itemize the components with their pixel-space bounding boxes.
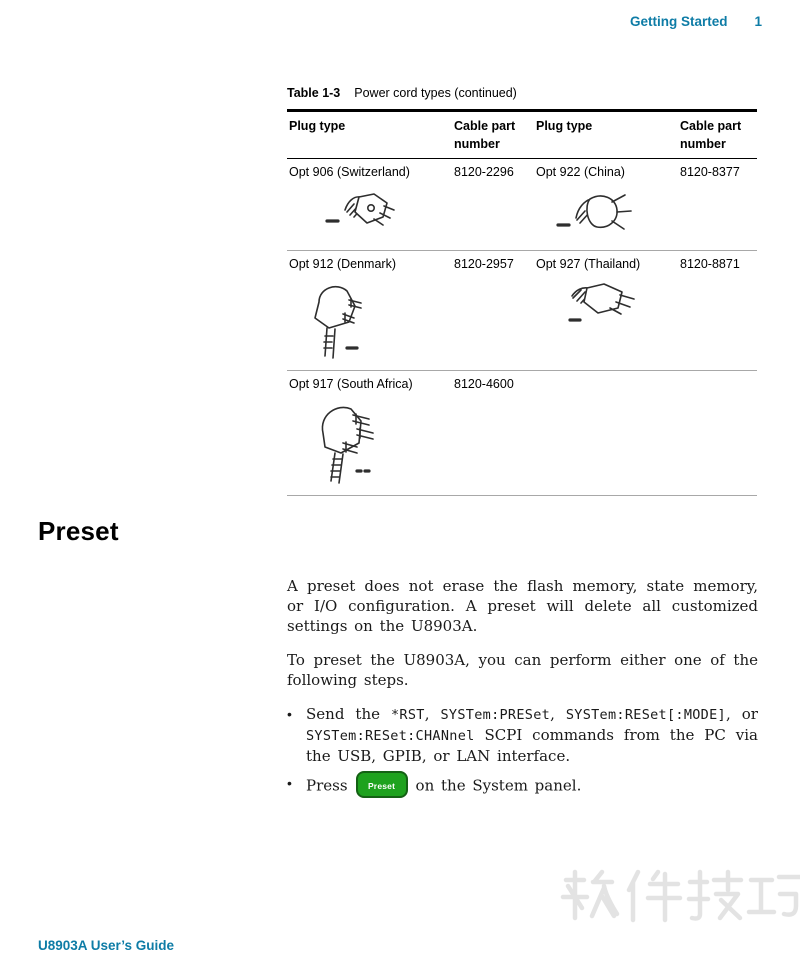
plug-type-cell bbox=[287, 256, 452, 364]
text-segment: Press bbox=[306, 776, 348, 795]
cable-part-cell: 8120-2957 bbox=[454, 257, 514, 271]
south-africa-plug-image bbox=[309, 399, 452, 489]
preset-key-label: Preset bbox=[367, 781, 396, 791]
page-number: 1 bbox=[754, 14, 762, 29]
list-item bbox=[287, 773, 758, 800]
paragraph: A preset does not erase the flash memory, state memory, or I/O configuration. A preset will delete all customized settings on the U8903A. bbox=[287, 577, 758, 635]
plug-type-label: Opt 912 (Denmark) bbox=[289, 257, 396, 271]
bullet-marker: • bbox=[287, 706, 292, 722]
cable-part-cell: 8120-8377 bbox=[680, 165, 740, 179]
text-segment: , bbox=[550, 705, 566, 723]
column-header-plug-type-2: Plug type bbox=[536, 119, 593, 133]
scpi-command: *RST bbox=[391, 707, 425, 723]
table-caption bbox=[287, 86, 517, 100]
text-segment: SCPI commands from the PC via the USB, GPIB, or LAN interface. bbox=[306, 726, 758, 765]
plug-type-cell bbox=[534, 164, 678, 244]
running-header bbox=[630, 14, 762, 29]
watermark-glyphs bbox=[560, 864, 800, 934]
chapter-title: Getting Started bbox=[629, 14, 728, 29]
text-segment: on the System panel. bbox=[415, 776, 582, 795]
table-row bbox=[287, 159, 757, 251]
table-header-row bbox=[287, 109, 757, 159]
bullet-list bbox=[287, 704, 758, 800]
cable-part-cell bbox=[678, 376, 757, 488]
bullet-text bbox=[306, 773, 758, 800]
plug-type-label: Opt 927 (Thailand) bbox=[536, 257, 641, 271]
china-plug-image bbox=[554, 186, 678, 242]
section-body bbox=[287, 576, 758, 807]
text-segment: Send the bbox=[306, 705, 391, 723]
table-row bbox=[287, 251, 757, 371]
plug-type-label: Opt 906 (Switzerland) bbox=[289, 165, 410, 179]
section-title: Preset bbox=[38, 516, 119, 546]
preset-key-image bbox=[356, 771, 408, 798]
plug-type-label: Opt 917 (South Africa) bbox=[289, 377, 413, 392]
table-caption-label: Table 1-3 bbox=[287, 86, 341, 100]
paragraph: To preset the U8903A, you can perform either one of the following steps. bbox=[287, 651, 758, 689]
plug-type-cell bbox=[287, 376, 452, 488]
table-caption-text: Power cord types (continued) bbox=[354, 86, 517, 100]
column-header-cable-part-2: Cable part number bbox=[680, 119, 742, 151]
column-header-plug-type-1: Plug type bbox=[289, 119, 346, 133]
switzerland-plug-image bbox=[321, 186, 452, 238]
text-segment: , or bbox=[725, 705, 758, 723]
footer-document-title: U8903A User’s Guide bbox=[38, 938, 175, 953]
bullet-text bbox=[306, 704, 758, 766]
column-header-cable-part-1: Cable part number bbox=[454, 119, 516, 151]
plug-type-cell bbox=[534, 256, 678, 364]
denmark-plug-image bbox=[303, 278, 452, 364]
power-cord-table bbox=[287, 109, 757, 496]
plug-type-cell bbox=[534, 376, 678, 488]
bullet-marker: • bbox=[287, 775, 292, 791]
scpi-command: SYSTem:PRESet bbox=[440, 707, 551, 723]
plug-type-label: Opt 922 (China) bbox=[536, 165, 625, 179]
plug-type-cell bbox=[287, 164, 452, 244]
list-item bbox=[287, 704, 758, 766]
table-row bbox=[287, 371, 757, 495]
thailand-plug-image bbox=[560, 278, 678, 332]
cable-part-cell: 8120-4600 bbox=[454, 377, 514, 392]
watermark bbox=[560, 864, 800, 939]
scpi-command: SYSTem:RESet[:MODE] bbox=[565, 707, 726, 723]
cable-part-cell: 8120-8871 bbox=[680, 257, 740, 271]
scpi-command: SYSTem:RESet:CHANnel bbox=[306, 728, 475, 744]
text-segment: , bbox=[424, 705, 441, 723]
cable-part-cell: 8120-2296 bbox=[454, 165, 514, 179]
